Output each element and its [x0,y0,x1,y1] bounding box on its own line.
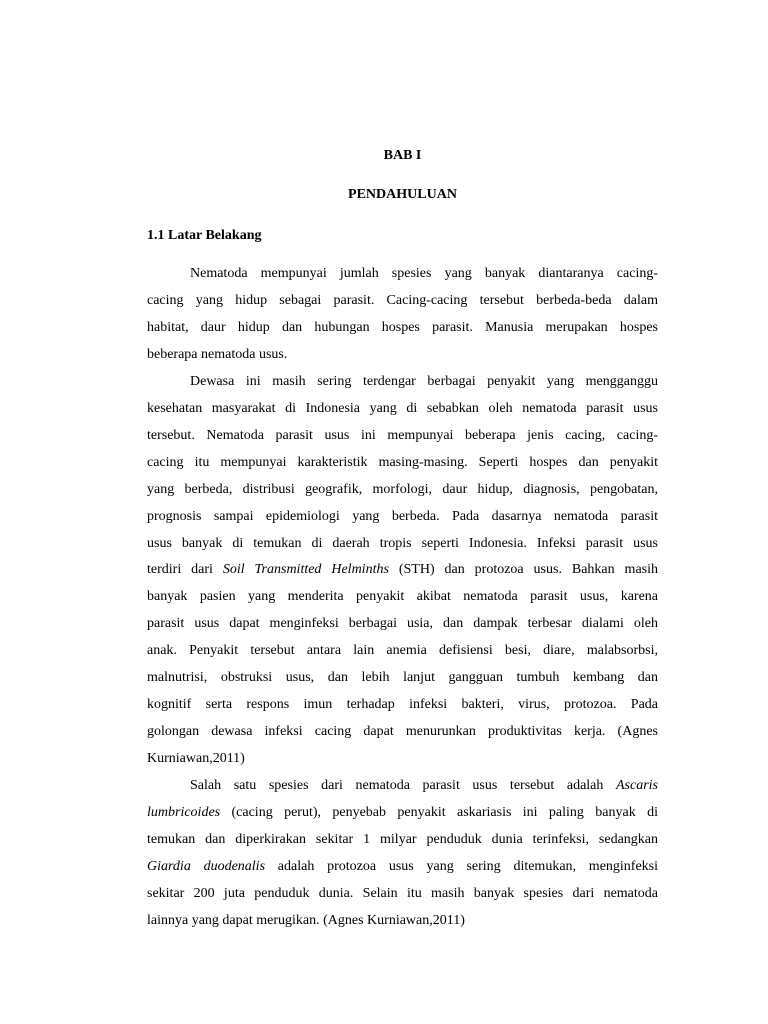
paragraph-line: Dewasa ini masih sering terdengar berbagai penyakit yang mengganggu [190,374,658,389]
paragraph-line: habitat, daur hidup dan hubungan hospes parasit. Manusia merupakan hospes [147,320,658,335]
italic-term: Giardia duodenalis [147,859,266,874]
paragraph-line: Nematoda mempunyai jumlah spesies yang banyak diantaranya cacing- [190,266,658,281]
paragraph-line: usus banyak di temukan di daerah tropis seperti Indonesia. Infeksi parasit usus [147,536,658,551]
paragraph-line: Kurniawan,2011) [147,751,245,766]
paragraph-line: anak. Penyakit tersebut antara lain anemia defisiensi besi, diare, malabsorbsi, [147,643,658,658]
paragraph-line: sekitar 200 juta penduduk dunia. Selain itu masih banyak spesies dari nematoda [147,886,658,901]
paragraph-line: prognosis sampai epidemiologi yang berbeda. Pada dasarnya nematoda parasit [147,509,658,524]
paragraph-line-mixed [147,804,658,822]
paragraph-line: malnutrisi, obstruksi usus, dan lebih lanjut gangguan tumbuh kembang dan [147,670,658,685]
paragraph-line: banyak pasien yang menderita penyakit akibat nematoda parasit usus, karena [147,589,658,604]
paragraph-line: cacing yang hidup sebagai parasit. Cacing-cacing tersebut berbeda-beda dalam [147,293,658,308]
paragraph-line: parasit usus dapat menginfeksi berbagai usia, dan dampak terbesar dialami oleh [147,616,658,631]
italic-term: Soil Transmitted Helminths [222,562,389,577]
paragraph-line: yang berbeda, distribusi geografik, morfologi, daur hidup, diagnosis, pengobatan, [147,482,658,497]
text-run: terdiri dari [147,562,213,577]
paragraph-line: kesehatan masyarakat di Indonesia yang di sebabkan oleh nematoda parasit usus [147,401,658,416]
paragraph-line: beberapa nematoda usus. [147,347,288,362]
chapter-title: PENDAHULUAN [348,187,457,202]
paragraph-line-mixed [147,561,658,579]
paragraph-line: golongan dewasa infeksi cacing dapat menurunkan produktivitas kerja. (Agnes [147,724,658,739]
text-run: (STH) dan protozoa usus. Bahkan masih [398,562,658,577]
section-heading: 1.1 Latar Belakang [147,228,262,243]
text-run: adalah protozoa usus yang sering ditemukan, menginfeksi [277,859,659,874]
paragraph-line: tersebut. Nematoda parasit usus ini mempunyai beberapa jenis cacing, cacing- [147,428,658,443]
paragraph-line: cacing itu mempunyai karakteristik masing-masing. Seperti hospes dan penyakit [147,455,658,470]
paragraph-line-mixed [190,777,658,795]
italic-term: lumbricoides [147,805,221,820]
paragraph-line: lainnya yang dapat merugikan. (Agnes Kurniawan,2011) [147,913,465,928]
paragraph-line: kognitif serta respons imun terhadap infeksi bakteri, virus, protozoa. Pada [147,697,658,712]
paragraph-line-mixed [147,858,658,876]
text-run: Salah satu spesies dari nematoda parasit usus tersebut adalah [190,778,604,793]
paragraph-line: temukan dan diperkirakan sekitar 1 milyar penduduk dunia terinfeksi, sedangkan [147,832,658,847]
text-run: (cacing perut), penyebab penyakit askariasis ini paling banyak di [231,805,659,820]
chapter-number: BAB I [383,148,422,163]
italic-term: Ascaris [616,778,658,793]
